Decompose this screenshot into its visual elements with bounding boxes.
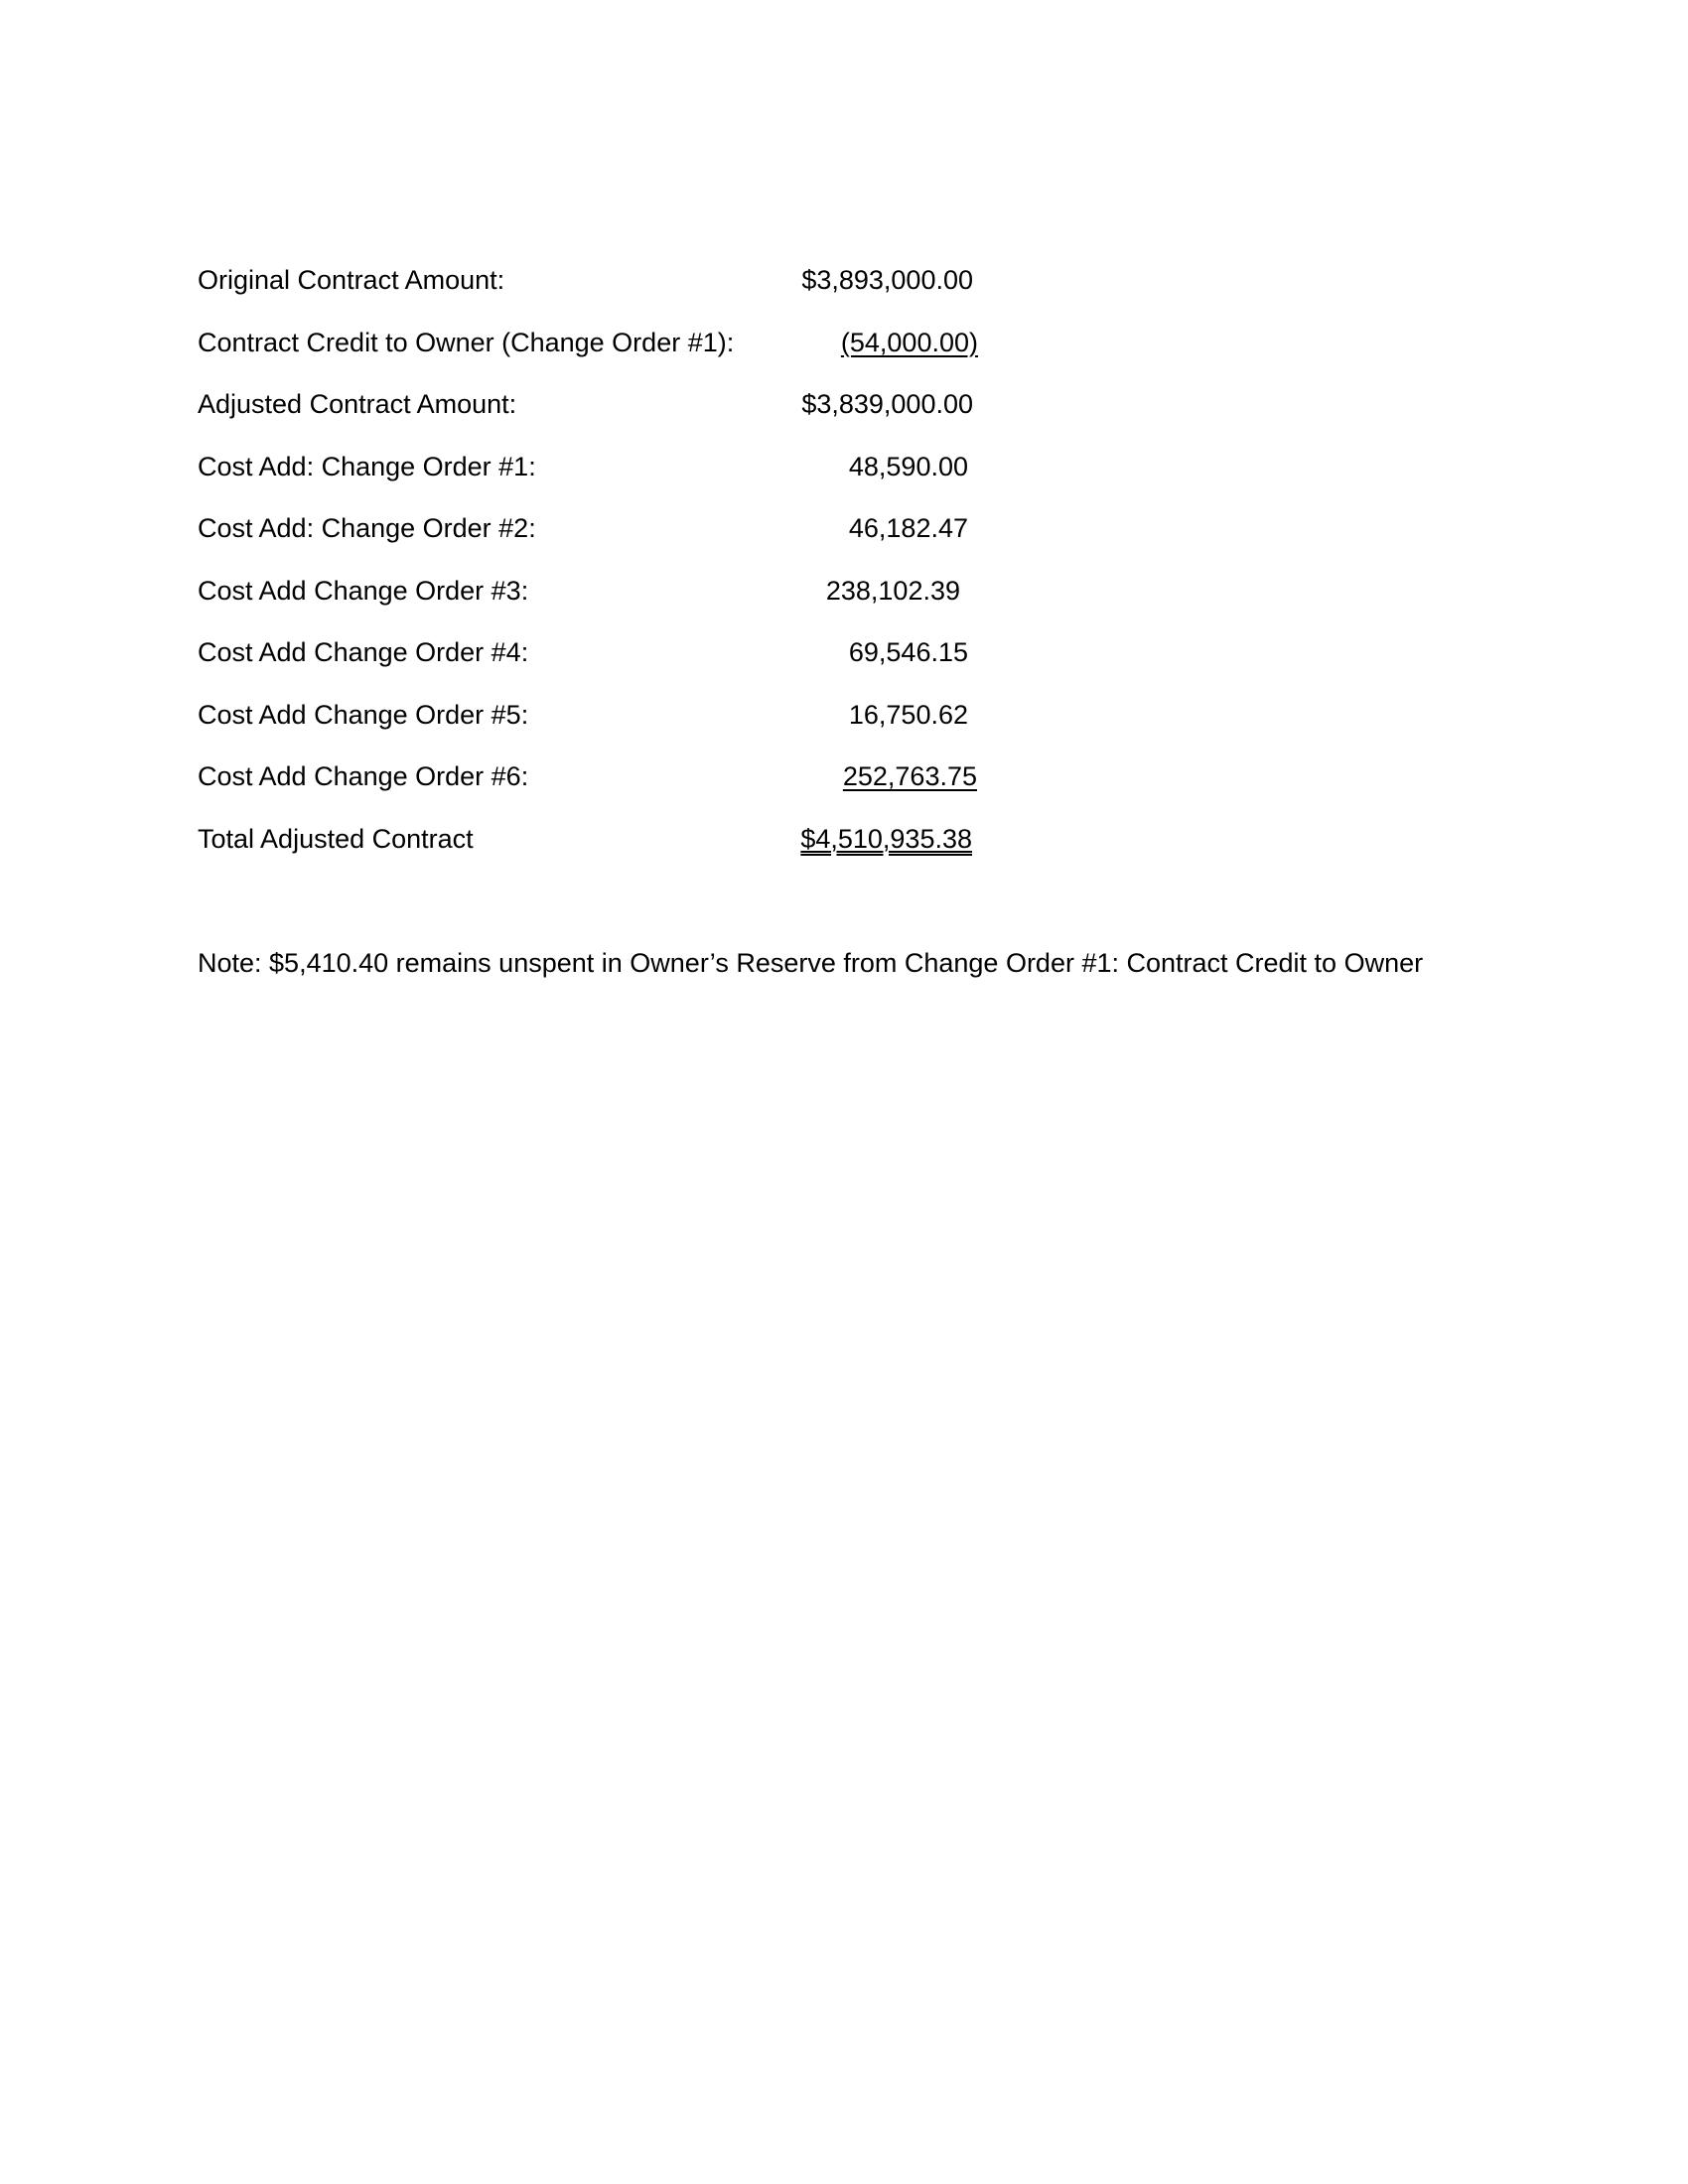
row-amount: 238,102.39 [825, 575, 960, 606]
row-amount: 48,590.00 [848, 451, 968, 481]
reserve-note: Note: $5,410.40 remains unspent in Owner’s Reserve from Change Order #1: Contract Credit to Owner [198, 948, 1424, 978]
row-amount: (54,000.00) [840, 327, 978, 357]
ledger-row-change-order-3 [198, 571, 1091, 633]
row-amount: $3,839,000.00 [801, 389, 973, 419]
row-label: Cost Add: Change Order #1: [198, 451, 536, 481]
contract-ledger [198, 260, 1091, 881]
row-label: Cost Add Change Order #4: [198, 637, 529, 667]
row-amount: $4,510,935.38 [800, 823, 972, 854]
ledger-row-adjusted-contract [198, 384, 1091, 447]
row-label: Cost Add: Change Order #2: [198, 513, 536, 543]
ledger-row-change-order-6 [198, 756, 1091, 819]
ledger-row-change-order-5 [198, 695, 1091, 757]
row-label: Contract Credit to Owner (Change Order #1): [198, 327, 735, 357]
ledger-row-total-adjusted [198, 819, 1091, 882]
ledger-row-change-order-1 [198, 447, 1091, 509]
ledger-row-contract-credit [198, 323, 1091, 385]
row-label: Adjusted Contract Amount: [198, 389, 517, 419]
row-label: Cost Add Change Order #6: [198, 761, 529, 791]
row-label: Cost Add Change Order #5: [198, 699, 529, 730]
row-amount: $3,893,000.00 [801, 265, 973, 295]
row-amount: 46,182.47 [848, 513, 968, 543]
ledger-row-original-contract [198, 260, 1091, 323]
ledger-row-change-order-4 [198, 632, 1091, 695]
row-amount: 69,546.15 [848, 637, 968, 667]
row-amount: 16,750.62 [848, 699, 968, 730]
row-label: Original Contract Amount: [198, 265, 505, 295]
row-label: Total Adjusted Contract [198, 823, 474, 854]
row-label: Cost Add Change Order #3: [198, 575, 529, 606]
ledger-row-change-order-2 [198, 508, 1091, 571]
row-amount: 252,763.75 [842, 761, 977, 791]
